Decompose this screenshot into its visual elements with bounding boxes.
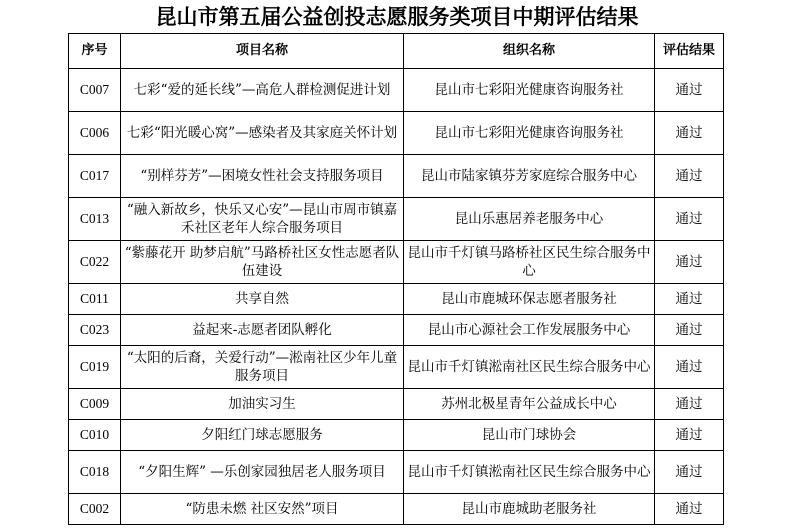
- table-row: [69, 420, 724, 451]
- row-org: 昆山乐惠居养老服务中心: [404, 198, 655, 241]
- row-org: 昆山市陆家镇芬芳家庭综合服务中心: [404, 155, 655, 198]
- header-project-name: 项目名称: [121, 34, 404, 69]
- row-project: 益起来-志愿者团队孵化: [121, 315, 404, 346]
- document-title: 昆山市第五届公益创投志愿服务类项目中期评估结果: [155, 4, 639, 29]
- row-project: “防患未燃 社区安然”项目: [121, 494, 404, 525]
- table-row: [69, 315, 724, 346]
- row-code: C011: [69, 284, 121, 315]
- row-code: C006: [69, 112, 121, 155]
- row-project: “太阳的后裔，关爱行动”—淞南社区少年儿童服务项目: [121, 346, 404, 389]
- table-row: [69, 198, 724, 241]
- row-org: 昆山市七彩阳光健康咨询服务社: [404, 112, 655, 155]
- row-result: 通过: [655, 241, 724, 284]
- table-header-row: [69, 34, 724, 69]
- row-code: C002: [69, 494, 121, 525]
- table-row: [69, 494, 724, 525]
- row-project: “夕阳生辉” —乐创家园独居老人服务项目: [121, 451, 404, 494]
- table-row: [69, 112, 724, 155]
- row-org: 昆山市千灯镇淞南社区民生综合服务中心: [404, 346, 655, 389]
- row-result: 通过: [655, 112, 724, 155]
- table-row: [69, 451, 724, 494]
- table-row: [69, 346, 724, 389]
- row-project: 夕阳红门球志愿服务: [121, 420, 404, 451]
- row-org: 昆山市千灯镇马路桥社区民生综合服务中心: [404, 241, 655, 284]
- table-row: [69, 241, 724, 284]
- row-code: C019: [69, 346, 121, 389]
- row-code: C022: [69, 241, 121, 284]
- row-org: 昆山市门球协会: [404, 420, 655, 451]
- row-project: “别样芬芳”—困境女性社会支持服务项目: [121, 155, 404, 198]
- table-row: [69, 155, 724, 198]
- table-row: [69, 284, 724, 315]
- row-result: 通过: [655, 389, 724, 420]
- row-project: “紫藤花开 助梦启航”马路桥社区女性志愿者队伍建设: [121, 241, 404, 284]
- row-result: 通过: [655, 451, 724, 494]
- row-result: 通过: [655, 198, 724, 241]
- table-row: [69, 69, 724, 112]
- row-org: 昆山市鹿城环保志愿者服务社: [404, 284, 655, 315]
- row-code: C018: [69, 451, 121, 494]
- row-result: 通过: [655, 155, 724, 198]
- row-code: C017: [69, 155, 121, 198]
- row-org: 昆山市千灯镇淞南社区民生综合服务中心: [404, 451, 655, 494]
- row-project: 共享自然: [121, 284, 404, 315]
- row-org: 昆山市心源社会工作发展服务中心: [404, 315, 655, 346]
- table-row: [69, 389, 724, 420]
- row-result: 通过: [655, 494, 724, 525]
- row-code: C023: [69, 315, 121, 346]
- evaluation-results-table: [68, 33, 724, 525]
- row-org: 昆山市七彩阳光健康咨询服务社: [404, 69, 655, 112]
- header-evaluation-result: 评估结果: [655, 34, 724, 69]
- row-code: C007: [69, 69, 121, 112]
- header-serial: 序号: [69, 34, 121, 69]
- row-result: 通过: [655, 284, 724, 315]
- row-result: 通过: [655, 346, 724, 389]
- row-project: 加油实习生: [121, 389, 404, 420]
- row-org: 苏州北极星青年公益成长中心: [404, 389, 655, 420]
- row-code: C010: [69, 420, 121, 451]
- row-result: 通过: [655, 420, 724, 451]
- row-code: C013: [69, 198, 121, 241]
- row-code: C009: [69, 389, 121, 420]
- row-result: 通过: [655, 69, 724, 112]
- header-organization-name: 组织名称: [404, 34, 655, 69]
- row-result: 通过: [655, 315, 724, 346]
- row-org: 昆山市鹿城助老服务社: [404, 494, 655, 525]
- row-project: 七彩“阳光暖心窝”—感染者及其家庭关怀计划: [121, 112, 404, 155]
- row-project: 七彩“爱的延长线”—高危人群检测促进计划: [121, 69, 404, 112]
- row-project: “融入新故乡，快乐又心安”—昆山市周市镇嘉禾社区老年人综合服务项目: [121, 198, 404, 241]
